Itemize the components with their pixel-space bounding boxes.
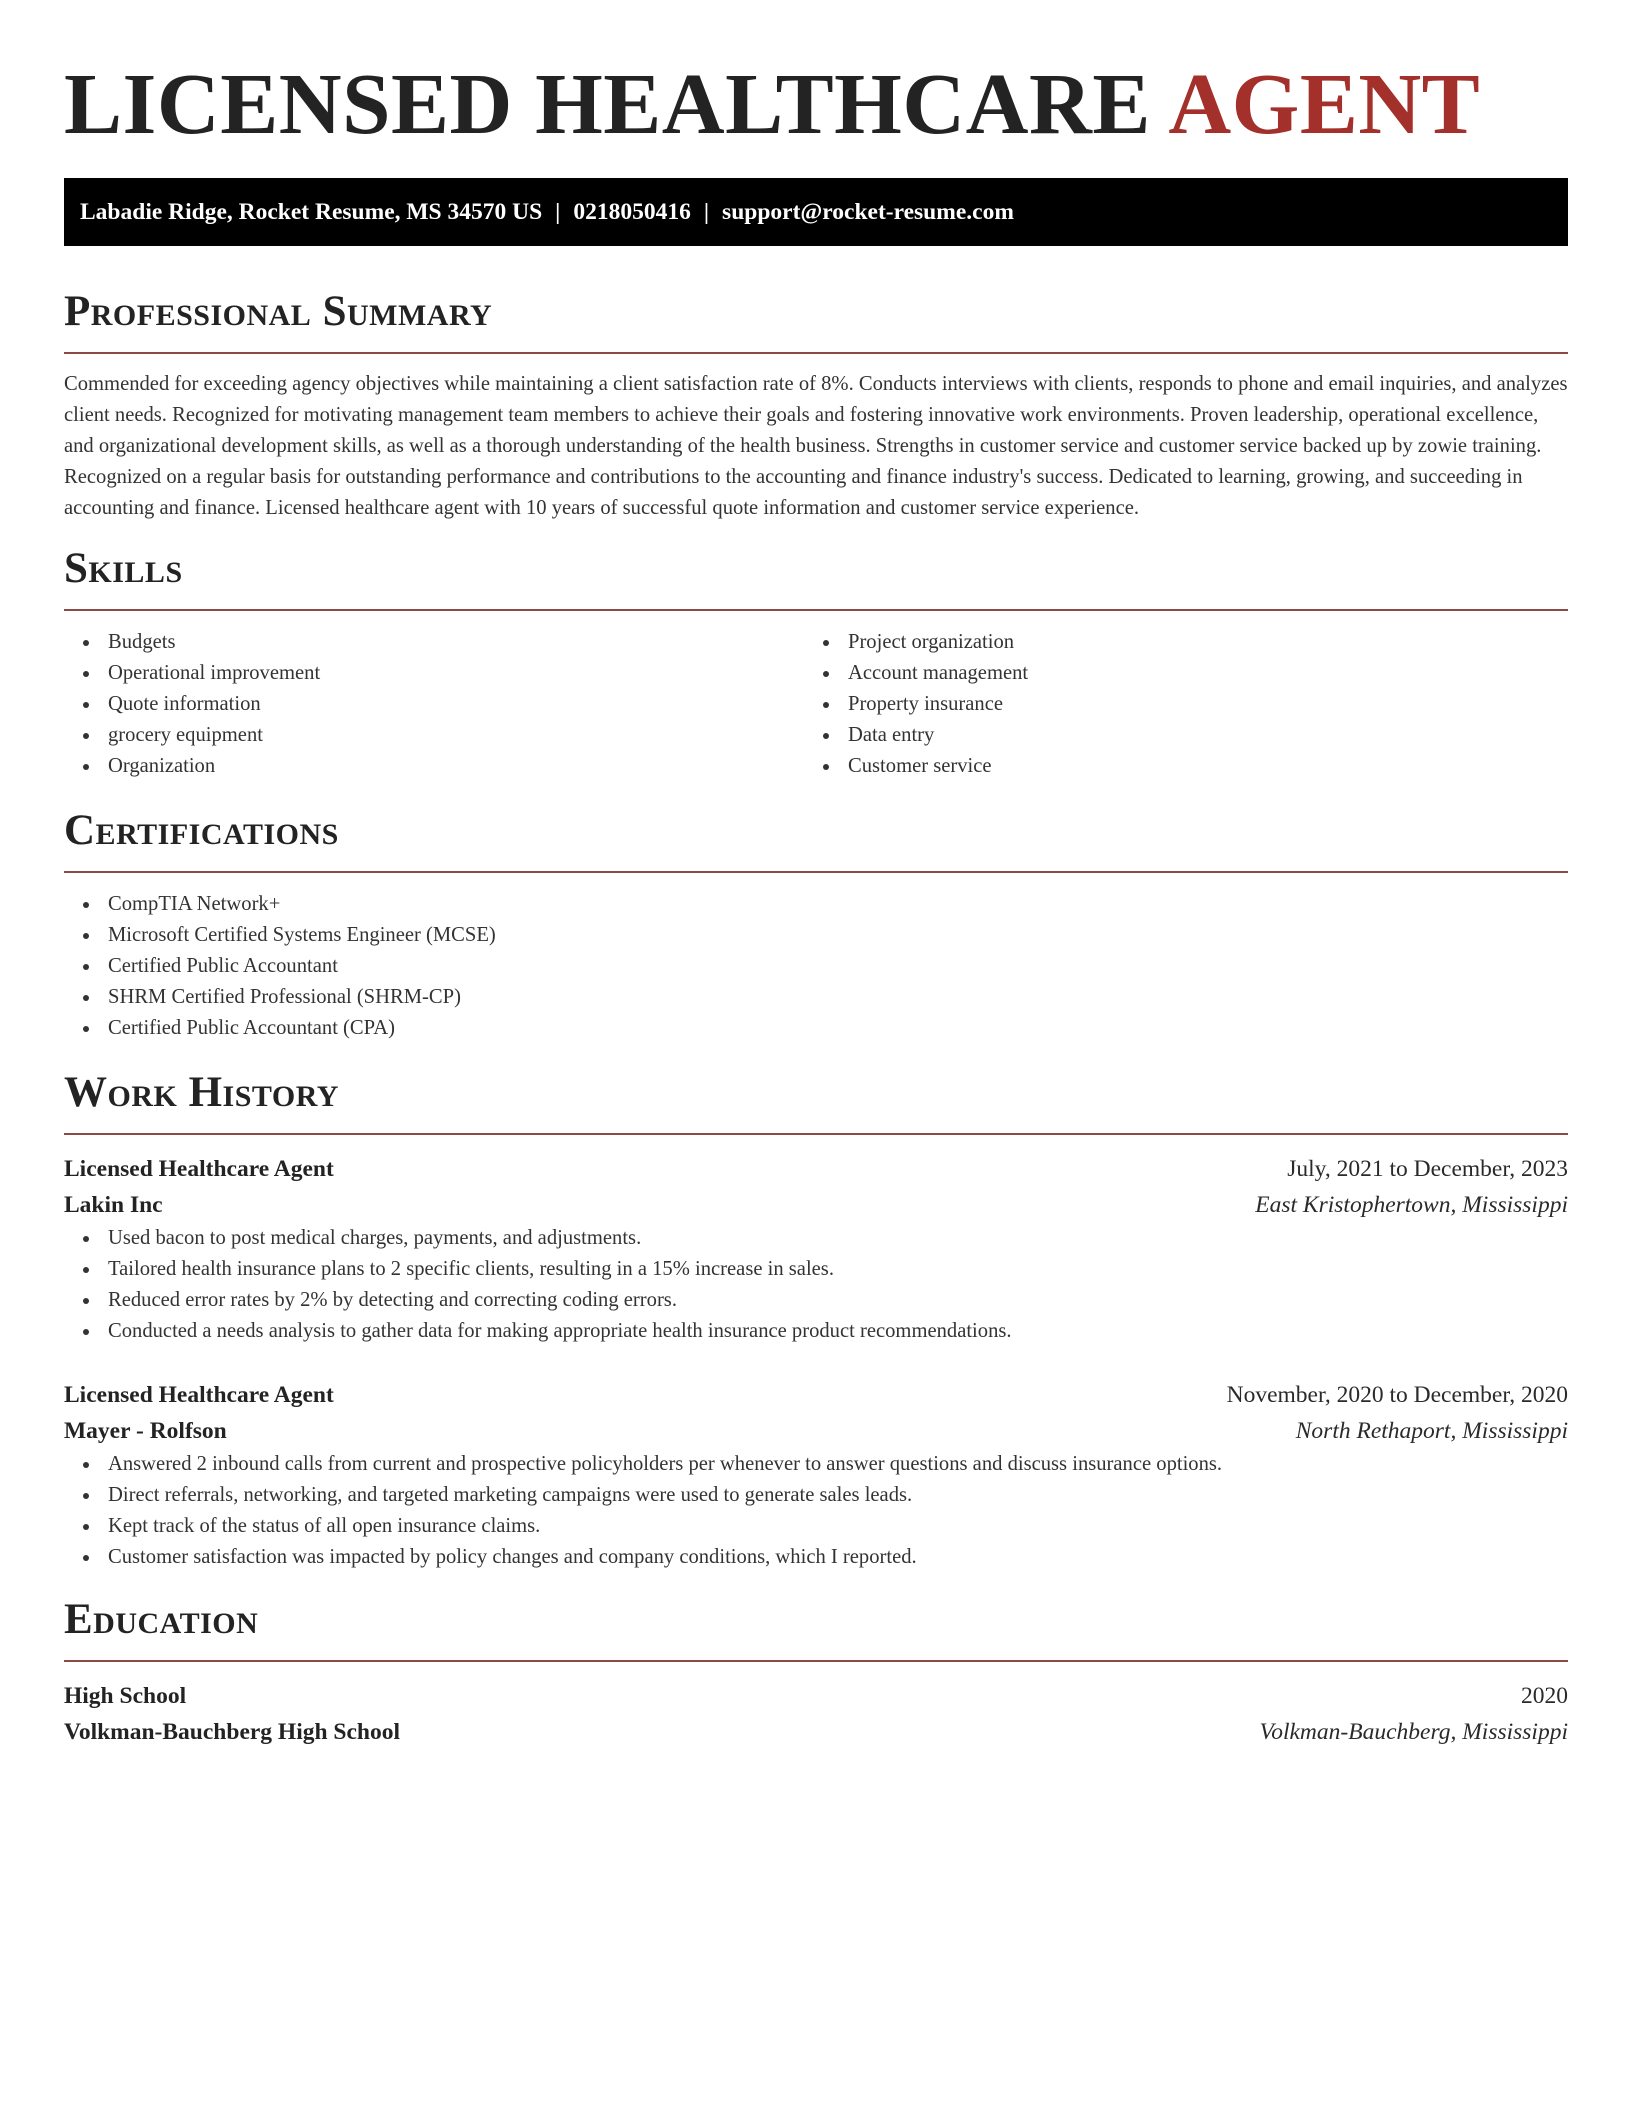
contact-phone: 0218050416	[573, 199, 691, 225]
education-degree: High School	[64, 1683, 187, 1709]
skill-item: Data entry	[804, 720, 1544, 751]
job-bullet: Conducted a needs analysis to gather data for making appropriate health insurance product recommendations.	[64, 1316, 1568, 1347]
job-title: Licensed Healthcare Agent	[64, 1156, 334, 1182]
education-year: 2020	[1521, 1683, 1568, 1709]
job-dates: July, 2021 to December, 2023	[1287, 1156, 1568, 1182]
certification-item: SHRM Certified Professional (SHRM-CP)	[64, 982, 1568, 1013]
section-divider	[64, 352, 1568, 354]
work-heading: Work History	[64, 1069, 339, 1116]
skill-item: Operational improvement	[64, 658, 804, 689]
job-bullet: Kept track of the status of all open insurance claims.	[64, 1511, 1568, 1542]
job-header-row	[64, 1377, 1568, 1413]
skill-item: grocery equipment	[64, 720, 804, 751]
skills-heading: Skills	[64, 545, 183, 592]
resume-title	[64, 0, 1568, 154]
skill-item: Project organization	[804, 627, 1544, 658]
skill-item: Budgets	[64, 627, 804, 658]
job-location: East Kristophertown, Mississippi	[1255, 1192, 1568, 1218]
certification-item: CompTIA Network+	[64, 889, 1568, 920]
title-accent: AGENT	[1168, 55, 1481, 152]
job-dates: November, 2020 to December, 2020	[1226, 1382, 1568, 1408]
work-section	[64, 1068, 1568, 1573]
summary-heading: Professional Summary	[64, 288, 493, 335]
skills-list-left	[64, 627, 804, 782]
section-divider	[64, 1133, 1568, 1135]
job-company: Mayer - Rolfson	[64, 1418, 227, 1444]
job-bullets	[64, 1449, 1568, 1573]
summary-section	[64, 287, 1568, 524]
certifications-section	[64, 806, 1568, 1044]
skill-item: Account management	[804, 658, 1544, 689]
job-bullets	[64, 1223, 1568, 1347]
education-section	[64, 1595, 1568, 1750]
contact-bar	[64, 178, 1568, 246]
contact-separator: |	[703, 199, 710, 225]
skills-list-right	[804, 627, 1544, 782]
job-title: Licensed Healthcare Agent	[64, 1382, 334, 1408]
job-bullet: Direct referrals, networking, and targeted marketing campaigns were used to generate sales leads.	[64, 1480, 1568, 1511]
title-main: LICENSED HEALTHCARE	[64, 55, 1151, 152]
education-entry	[64, 1678, 1568, 1750]
job-bullet: Reduced error rates by 2% by detecting and correcting coding errors.	[64, 1285, 1568, 1316]
certifications-heading: Certifications	[64, 807, 339, 854]
job-bullet: Used bacon to post medical charges, payments, and adjustments.	[64, 1223, 1568, 1254]
skills-columns	[64, 627, 1568, 782]
job-company-row	[64, 1413, 1568, 1449]
certification-item: Certified Public Accountant	[64, 951, 1568, 982]
job-bullet: Answered 2 inbound calls from current and prospective policyholders per whenever to answer questions and discuss insurance options.	[64, 1449, 1568, 1480]
section-divider	[64, 609, 1568, 611]
education-school-row	[64, 1714, 1568, 1750]
job-company: Lakin Inc	[64, 1192, 163, 1218]
certification-item: Certified Public Accountant (CPA)	[64, 1013, 1568, 1044]
certifications-list	[64, 889, 1568, 1044]
skill-item: Customer service	[804, 751, 1544, 782]
job-header-row	[64, 1151, 1568, 1187]
job-entry	[64, 1377, 1568, 1573]
summary-text: Commended for exceeding agency objectives while maintaining a client satisfaction rate of 8%. Conducts interviews with clients, responds to phone and email inquiries, and analyzes client needs. Recognized for motivating management team members to achieve their goals and fostering innovative work environments. Proven leadership, operational excellence, and organizational development skills, as well as a thorough understanding of the health business. Strengths in customer service and customer service backed up by zowie training. Recognized on a regular basis for outstanding performance and contributions to the accounting and finance industry's success. Dedicated to learning, growing, and succeeding in accounting and finance. Licensed healthcare agent with 10 years of successful quote information and customer service experience.	[64, 373, 1568, 519]
section-divider	[64, 1660, 1568, 1662]
education-school: Volkman-Bauchberg High School	[64, 1719, 401, 1745]
education-header-row	[64, 1678, 1568, 1714]
job-entry	[64, 1151, 1568, 1347]
education-location: Volkman-Bauchberg, Mississippi	[1259, 1719, 1568, 1745]
contact-email-link[interactable]: support@rocket-resume.com	[722, 199, 1014, 225]
section-divider	[64, 871, 1568, 873]
job-location: North Rethaport, Mississippi	[1295, 1418, 1568, 1444]
job-company-row	[64, 1187, 1568, 1223]
job-bullet: Customer satisfaction was impacted by policy changes and company conditions, which I reported.	[64, 1542, 1568, 1573]
skill-item: Organization	[64, 751, 804, 782]
skills-section	[64, 544, 1568, 782]
contact-separator: |	[555, 199, 561, 225]
certification-item: Microsoft Certified Systems Engineer (MCSE)	[64, 920, 1568, 951]
contact-address: Labadie Ridge, Rocket Resume, MS 34570 US	[80, 199, 543, 225]
skill-item: Property insurance	[804, 689, 1544, 720]
job-bullet: Tailored health insurance plans to 2 specific clients, resulting in a 15% increase in sales.	[64, 1254, 1568, 1285]
skill-item: Quote information	[64, 689, 804, 720]
education-heading: Education	[64, 1596, 259, 1643]
